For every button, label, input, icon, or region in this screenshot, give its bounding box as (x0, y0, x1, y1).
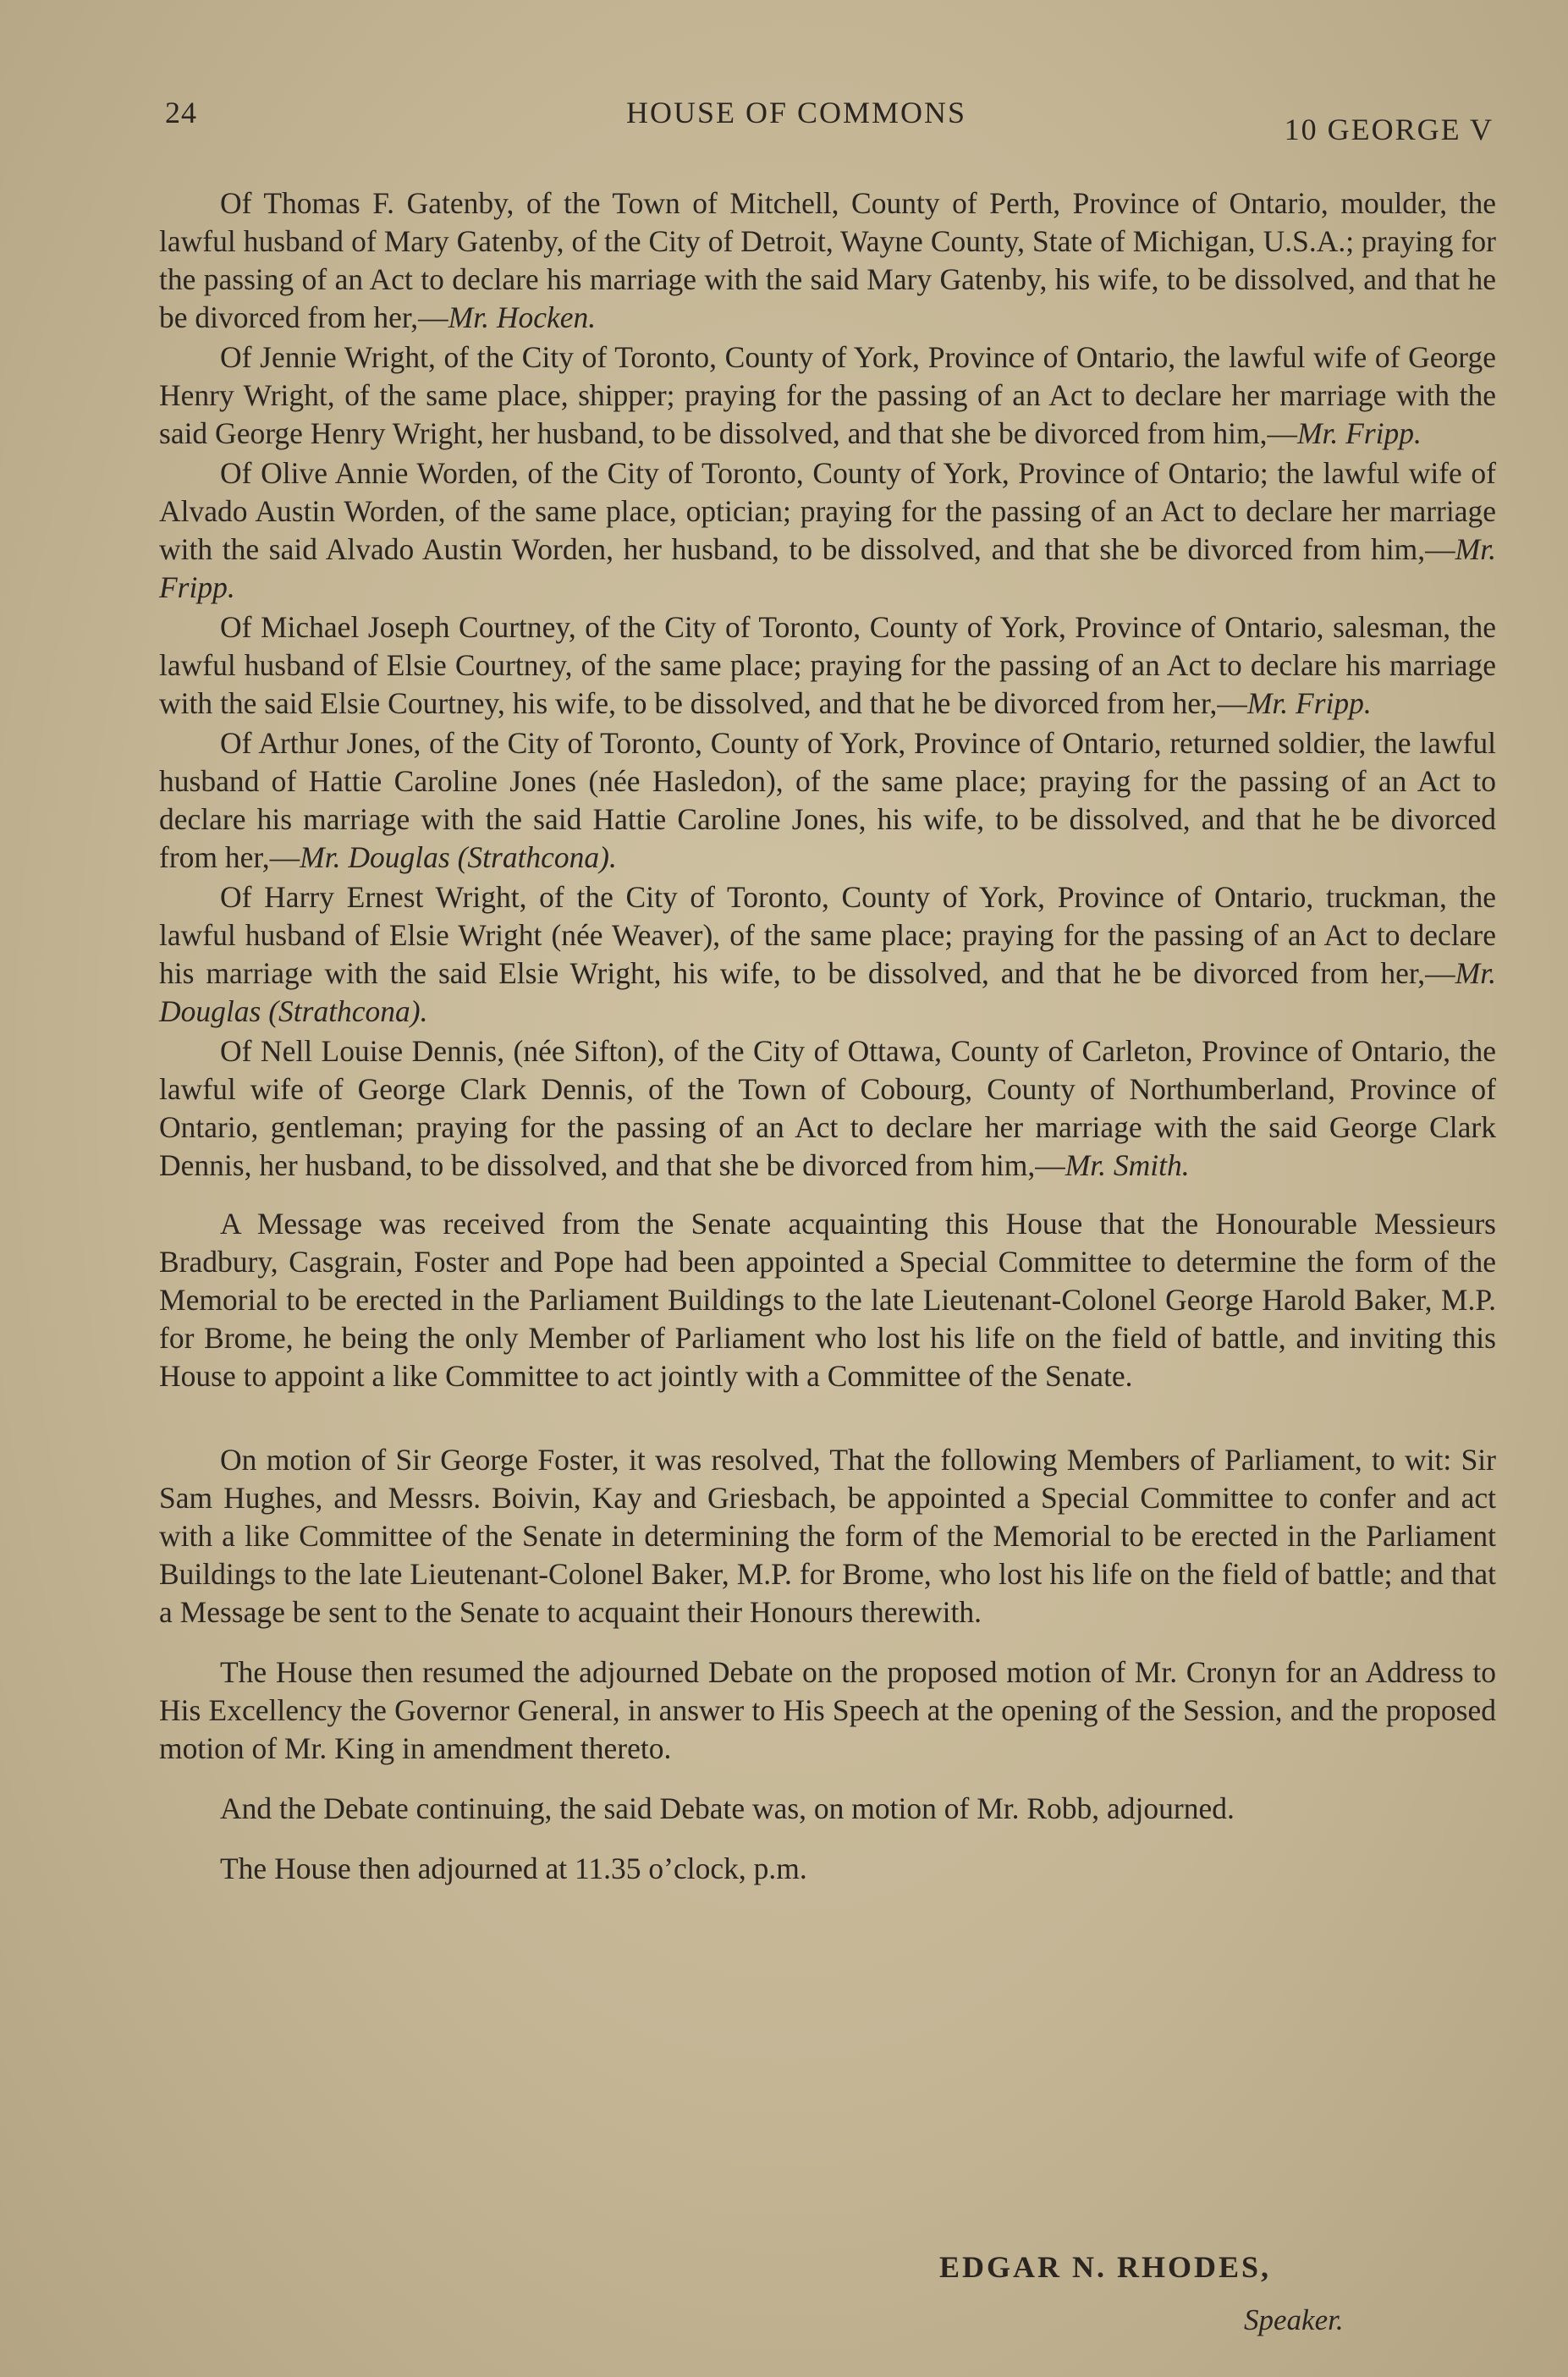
petition-mover: Mr. Hocken. (448, 300, 597, 334)
petition-entry: Of Nell Louise Dennis, (née Sifton), of the City of Ottawa, County of Carleton, Province of Ontario, the lawful wife of George Clark Dennis, of the Town of Cobourg, County of Northumberland, Province of Ontario, gentleman; praying for the passing of an Act to declare her marriage with the said George Clark Dennis, her husband, to be dissolved, and that she be divorced from him,—Mr. Smith. (159, 1034, 1496, 1182)
petition-mover: Mr. Douglas (Strathcona). (159, 956, 1496, 1028)
petition-mover: Mr. Smith. (1065, 1148, 1190, 1182)
senate-message-paragraph: A Message was received from the Senate acquainting this House that the Honourable Messieurs Bradbury, Casgrain, Foster and Pope had been appointed a Special Committee to determine the form of the Memorial to be erected in the Parliament Buildings to the late Lieutenant-Colonel George Harold Baker, M.P. for Brome, he being the only Member of Parliament who lost his life on the field of battle, and inviting this House to appoint a like Committee to act jointly with a Committee of the Senate. (159, 1207, 1496, 1393)
petition-entry: Of Jennie Wright, of the City of Toronto, County of York, Province of Ontario, the lawful wife of George Henry Wright, of the same place, shipper; praying for the passing of an Act to declare her marriage with the said George Henry Wright, her husband, to be dissolved, and that she be divorced from him,—Mr. Fripp. (159, 340, 1496, 450)
petition-entry: Of Olive Annie Worden, of the City of Toronto, County of York, Province of Ontario; the lawful wife of Alvado Austin Worden, of the same place, optician; praying for the passing of an Act to declare her marriage with the said Alvado Austin Worden, her husband, to be dissolved, and that she be divorced from him,—Mr. Fripp. (159, 456, 1496, 604)
regnal-year: 10 GEORGE V (1284, 113, 1494, 146)
speaker-signature-title: Speaker. (1244, 2303, 1344, 2336)
house-adjourned-paragraph: The House then adjourned at 11.35 o’clock, p.m. (220, 1852, 807, 1885)
page-body (159, 184, 1496, 1934)
debate-adjourned-paragraph: And the Debate continuing, the said Debate was, on motion of Mr. Robb, adjourned. (220, 1791, 1235, 1825)
petition-entry: Of Arthur Jones, of the City of Toronto, County of York, Province of Ontario, returned soldier, the lawful husband of Hattie Caroline Jones (née Hasledon), of the same place; praying for the passing of an Act to declare his marriage with the said Hattie Caroline Jones, his wife, to be dissolved, and that he be divorced from her,—Mr. Douglas (Strathcona). (159, 726, 1496, 874)
running-title: HOUSE OF COMMONS (626, 96, 967, 129)
petition-mover: Mr. Fripp. (159, 532, 1496, 604)
committee-motion-paragraph: On motion of Sir George Foster, it was resolved, That the following Members of Parliament, to wit: Sir Sam Hughes, and Messrs. Boivin, Kay and Griesbach, be appointed a Special Committee to confer and act with a like Committee of the Senate in determining the form of the Memorial to be erected in the Parliament Buildings to the late Lieutenant-Colonel Baker, M.P. for Brome, who lost his life on the field of battle; and that a Message be sent to the Senate to acquaint their Honours therewith. (159, 1443, 1496, 1629)
page-header (165, 95, 1494, 146)
speaker-signature-name: EDGAR N. RHODES, (939, 2250, 1272, 2284)
debate-resumed-paragraph: The House then resumed the adjourned Debate on the proposed motion of Mr. Cronyn for an Address to His Excellency the Governor General, in answer to His Speech at the opening of the Session, and the proposed motion of Mr. King in amendment thereto. (159, 1655, 1496, 1765)
petition-entry: Of Michael Joseph Courtney, of the City of Toronto, County of York, Province of Ontario, salesman, the lawful husband of Elsie Courtney, of the same place; praying for the passing of an Act to declare his marriage with the said Elsie Courtney, his wife, to be dissolved, and that he be divorced from her,—Mr. Fripp. (159, 610, 1496, 720)
petition-mover: Mr. Fripp. (1296, 416, 1422, 450)
page-number: 24 (165, 96, 197, 129)
petition-entry: Of Thomas F. Gatenby, of the Town of Mitchell, County of Perth, Province of Ontario, moulder, the lawful husband of Mary Gatenby, of the City of Detroit, Wayne County, State of Michigan, U.S.A.; praying for the passing of an Act to declare his marriage with the said Mary Gatenby, his wife, to be dissolved, and that he be divorced from her,—Mr. Hocken. (159, 186, 1496, 334)
petition-mover: Mr. Fripp. (1246, 686, 1372, 720)
petition-mover: Mr. Douglas (Strathcona). (300, 840, 617, 874)
petition-entry: Of Harry Ernest Wright, of the City of Toronto, County of York, Province of Ontario, truckman, the lawful husband of Elsie Wright (née Weaver), of the same place; praying for the passing of an Act to declare his marriage with the said Elsie Wright, his wife, to be dissolved, and that he be divorced from her,—Mr. Douglas (Strathcona). (159, 880, 1496, 1028)
